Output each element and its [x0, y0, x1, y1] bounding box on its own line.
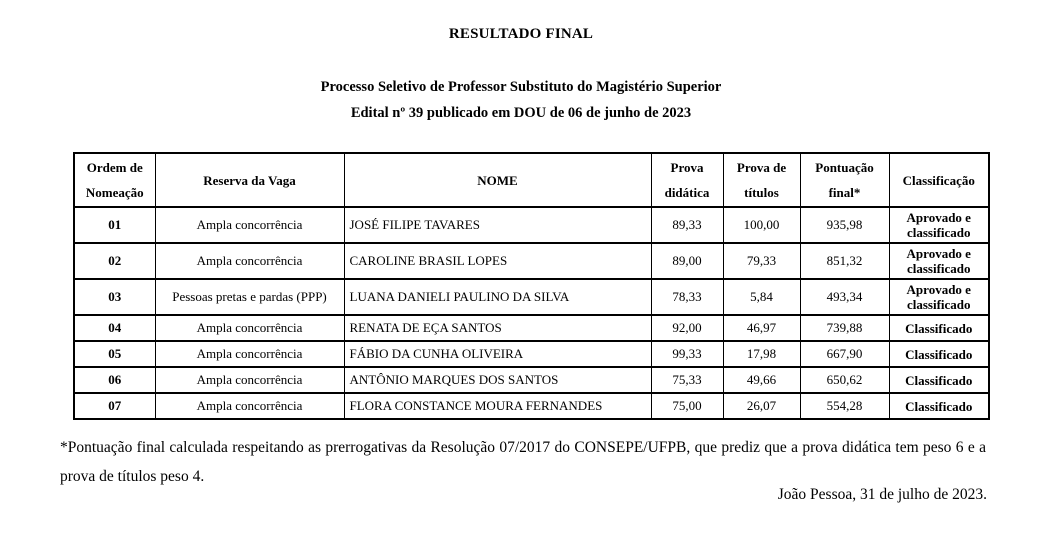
- cell-reserva: Ampla concorrência: [155, 315, 344, 341]
- cell-prova-titulos: 79,33: [723, 243, 800, 279]
- table-header-prova-titulos: Prova de títulos: [723, 153, 800, 207]
- cell-classificacao: Aprovado e classificado: [889, 243, 989, 279]
- cell-prova-didatica: 75,33: [651, 367, 723, 393]
- table-header-prova-didatica: Prova didática: [651, 153, 723, 207]
- cell-classificacao: Classificado: [889, 341, 989, 367]
- subtitle-edital: Edital nº 39 publicado em DOU de 06 de junho de 2023: [350, 105, 692, 121]
- cell-prova-titulos: 49,66: [723, 367, 800, 393]
- cell-reserva: Pessoas pretas e pardas (PPP): [155, 279, 344, 315]
- cell-ordem: 06: [74, 367, 155, 393]
- cell-prova-titulos: 46,97: [723, 315, 800, 341]
- cell-prova-titulos: 26,07: [723, 393, 800, 419]
- page-title: RESULTADO FINAL: [448, 26, 594, 42]
- table-header-row: [74, 153, 989, 207]
- cell-reserva: Ampla concorrência: [155, 393, 344, 419]
- cell-ordem: 01: [74, 207, 155, 243]
- results-table: [73, 152, 990, 420]
- cell-ordem: 02: [74, 243, 155, 279]
- table-header-pontuacao-final: Pontuação final*: [800, 153, 889, 207]
- cell-nome: FLORA CONSTANCE MOURA FERNANDES: [344, 393, 651, 419]
- cell-prova-didatica: 75,00: [651, 393, 723, 419]
- cell-prova-didatica: 89,00: [651, 243, 723, 279]
- cell-classificacao: Aprovado e classificado: [889, 279, 989, 315]
- cell-classificacao: Classificado: [889, 367, 989, 393]
- table-row: [74, 207, 989, 243]
- table-header-nome: NOME: [344, 153, 651, 207]
- cell-nome: JOSÉ FILIPE TAVARES: [344, 207, 651, 243]
- cell-prova-titulos: 17,98: [723, 341, 800, 367]
- cell-reserva: Ampla concorrência: [155, 207, 344, 243]
- cell-pontuacao-final: 554,28: [800, 393, 889, 419]
- cell-classificacao: Aprovado e classificado: [889, 207, 989, 243]
- table-body: [74, 207, 989, 419]
- table-row: [74, 393, 989, 419]
- subtitle-process: Processo Seletivo de Professor Substituto do Magistério Superior: [320, 79, 722, 95]
- cell-pontuacao-final: 935,98: [800, 207, 889, 243]
- table-row: [74, 279, 989, 315]
- table-row: [74, 341, 989, 367]
- cell-nome: LUANA DANIELI PAULINO DA SILVA: [344, 279, 651, 315]
- cell-classificacao: Classificado: [889, 315, 989, 341]
- date-line: João Pessoa, 31 de julho de 2023.: [777, 486, 987, 503]
- cell-pontuacao-final: 650,62: [800, 367, 889, 393]
- cell-ordem: 07: [74, 393, 155, 419]
- cell-ordem: 05: [74, 341, 155, 367]
- cell-prova-titulos: 100,00: [723, 207, 800, 243]
- table-header-ordem: Ordem de Nomeação: [74, 153, 155, 207]
- cell-pontuacao-final: 851,32: [800, 243, 889, 279]
- cell-ordem: 03: [74, 279, 155, 315]
- table-row: [74, 367, 989, 393]
- cell-reserva: Ampla concorrência: [155, 367, 344, 393]
- cell-reserva: Ampla concorrência: [155, 243, 344, 279]
- cell-ordem: 04: [74, 315, 155, 341]
- cell-prova-didatica: 99,33: [651, 341, 723, 367]
- cell-prova-didatica: 92,00: [651, 315, 723, 341]
- cell-pontuacao-final: 667,90: [800, 341, 889, 367]
- table-row: [74, 315, 989, 341]
- cell-classificacao: Classificado: [889, 393, 989, 419]
- cell-nome: RENATA DE EÇA SANTOS: [344, 315, 651, 341]
- cell-nome: CAROLINE BRASIL LOPES: [344, 243, 651, 279]
- cell-prova-didatica: 78,33: [651, 279, 723, 315]
- table-row: [74, 243, 989, 279]
- cell-reserva: Ampla concorrência: [155, 341, 344, 367]
- cell-prova-titulos: 5,84: [723, 279, 800, 315]
- cell-pontuacao-final: 739,88: [800, 315, 889, 341]
- table-header-reserva: Reserva da Vaga: [155, 153, 344, 207]
- footnote: *Pontuação final calculada respeitando as prerrogativas da Resolução 07/2017 do CONSEPE/UFPB, que prediz que a prova didática tem peso 6 e a prova de títulos peso 4.: [60, 439, 986, 485]
- table-header-classificacao: Classificação: [889, 153, 989, 207]
- cell-nome: ANTÔNIO MARQUES DOS SANTOS: [344, 367, 651, 393]
- cell-nome: FÁBIO DA CUNHA OLIVEIRA: [344, 341, 651, 367]
- cell-pontuacao-final: 493,34: [800, 279, 889, 315]
- cell-prova-didatica: 89,33: [651, 207, 723, 243]
